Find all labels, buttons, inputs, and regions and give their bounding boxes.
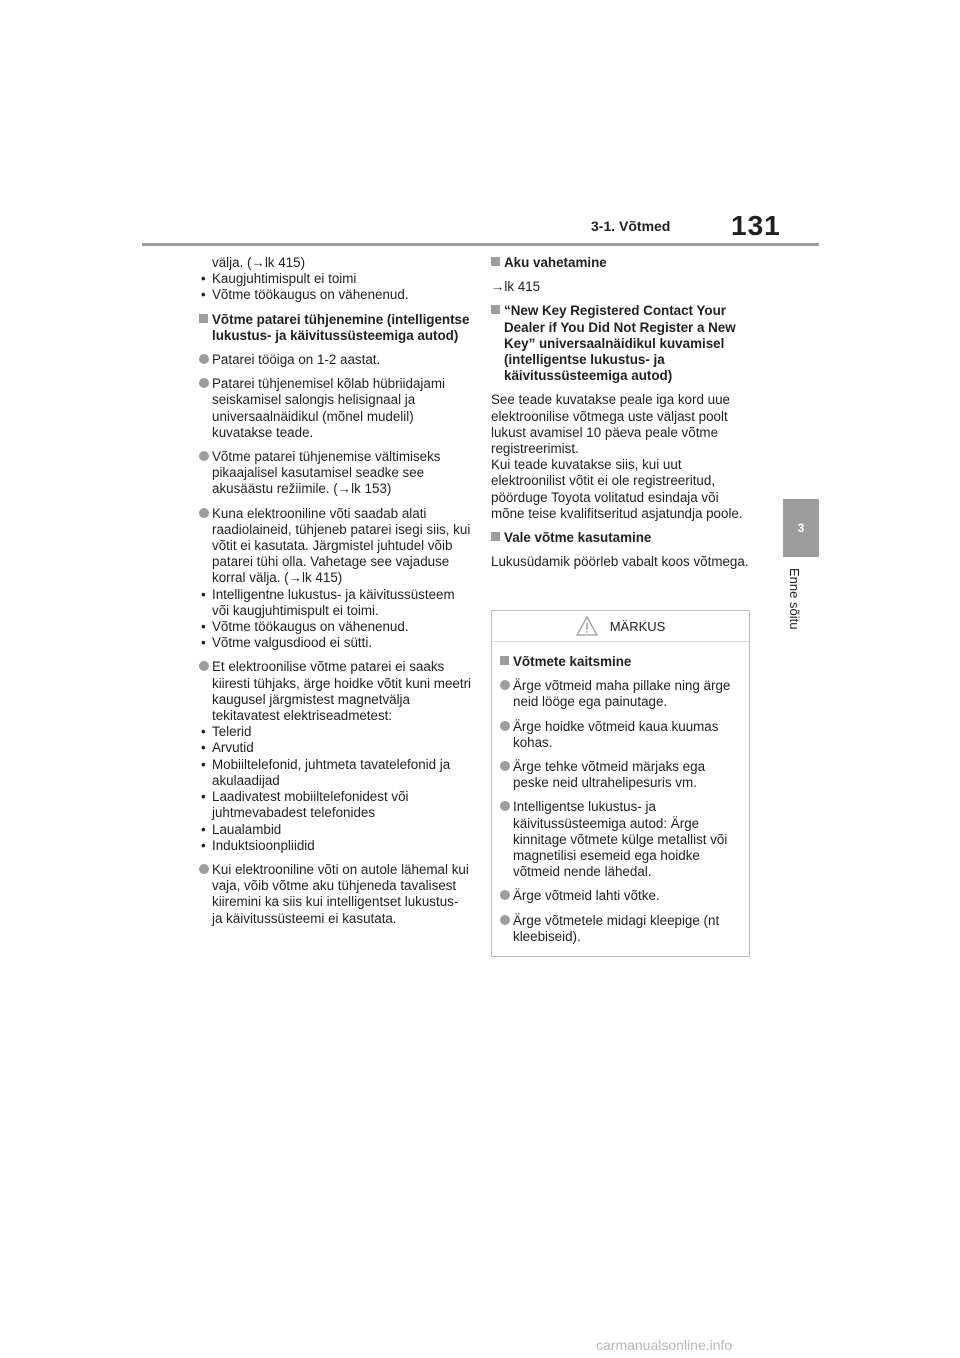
- section-heading: [491, 255, 753, 271]
- section-heading: [491, 303, 753, 384]
- intro-bullet: • Võtme töökaugus on vähenenud.: [199, 287, 471, 303]
- item-text: Et elektroonilise võtme patarei ei saaks kiiresti tühjaks, ärge hoidke võtit kuni meetri kaugusel järgmistest magnetvälja tekitavatest elektriseadmetest:: [212, 659, 471, 724]
- item-text: Patarei tööiga on 1-2 aastat.: [212, 352, 381, 368]
- section-heading: [500, 654, 741, 670]
- sub-bullet: • Telerid: [199, 724, 471, 740]
- sub-bullet: • Võtme valgusdiood ei sütti.: [199, 635, 471, 651]
- sub-bullet: • Mobiiltelefonid, juhtmeta tavatelefonid ja akulaadijad: [199, 757, 471, 789]
- item-text: Kui elektrooniline võti on autole lähemal kui vaja, võib võtme aku tühjeneda tavalisest kiiremini ka siis kui intelligentset lukustus- ja käivitussüsteemi ei kasutata.: [212, 861, 469, 926]
- list-item: [500, 678, 741, 710]
- section-heading: [199, 312, 471, 344]
- item-text: Ärge võtmetele midagi kleepige (nt kleebiseid).: [513, 912, 720, 944]
- page-reference: →lk 415: [491, 279, 541, 295]
- circle-bullet-icon: [199, 376, 209, 392]
- circle-bullet-icon: [500, 759, 510, 775]
- page-number: 131: [731, 210, 781, 241]
- sub-bullet: • Arvutid: [199, 740, 471, 756]
- list-item: [500, 888, 741, 904]
- circle-bullet-icon: [199, 506, 209, 522]
- list-item: [199, 659, 471, 724]
- header-rule: [142, 243, 819, 246]
- list-item: [199, 449, 471, 498]
- list-item: [500, 719, 741, 751]
- item-text: Kuna elektrooniline võti saadab alati raadiolaineid, tühjeneb patarei isegi siis, kui võtit ei kasutata. Järgmistel juhtudel võib patarei tühi olla. Vahetage see vajaduse korral välja. (→lk 415): [212, 505, 471, 586]
- list-item: [199, 506, 471, 587]
- square-marker-icon: [500, 654, 513, 670]
- intro-line: välja. (→lk 415): [212, 255, 306, 270]
- warning-triangle-icon: [576, 616, 598, 636]
- sub-bullet: • Intelligentne lukustus- ja käivitussüsteem või kaugjuhtimispult ei toimi.: [199, 587, 471, 619]
- sub-bullet: • Võtme töökaugus on vähenenud.: [199, 619, 471, 635]
- section-heading: [491, 530, 753, 546]
- notice-body: [492, 642, 749, 945]
- intro-bullet: • Kaugjuhtimispult ei toimi: [199, 271, 471, 287]
- heading-text: Vale võtme kasutamine: [504, 530, 652, 546]
- paragraph: Lukusüdamik pöörleb vabalt koos võtmega.: [491, 554, 749, 570]
- square-marker-icon: [491, 530, 504, 546]
- sub-bullet: • Laadivatest mobiiltelefonidest või juhtmevabadest telefonides: [199, 789, 471, 821]
- heading-text: Võtmete kaitsmine: [513, 654, 632, 669]
- list-item: [199, 376, 471, 441]
- heading-text: Aku vahetamine: [504, 255, 607, 270]
- chapter-title-vertical: [788, 568, 808, 648]
- paragraph: Kui teade kuvatakse siis, kui uut elektroonilist võtit ei ole registreeritud, pöörduge Toyota volitatud esindaja või mõne teise kvalifitseritud asjatundja poole.: [491, 457, 743, 521]
- sub-bullet: • Laualambid: [199, 822, 471, 838]
- circle-bullet-icon: [500, 719, 510, 735]
- right-column: [491, 255, 753, 570]
- chapter-tab: 3: [783, 499, 819, 557]
- list-item: [199, 862, 471, 927]
- square-marker-icon: [491, 303, 504, 319]
- item-text: Patarei tühjenemisel kõlab hübriidajami seiskamisel salongis helisignaal ja universaalnäidikul (mõnel mudelil) kuvatakse teade.: [212, 376, 445, 440]
- heading-text: “New Key Registered Contact Your Dealer if You Did Not Register a New Key” universaalnäidikul kuvamisel (intelligentse lukustus- ja käivitussüsteemiga autod): [504, 303, 736, 384]
- item-text: Ärge võtmeid lahti võtke.: [513, 888, 660, 904]
- circle-bullet-icon: [500, 913, 510, 929]
- list-item: [199, 352, 471, 368]
- circle-bullet-icon: [199, 449, 209, 465]
- circle-bullet-icon: [500, 888, 510, 904]
- circle-bullet-icon: [199, 862, 209, 878]
- list-item: [500, 799, 741, 880]
- item-text: Võtme patarei tühjenemise vältimiseks pikaajalisel kasutamisel seadke see akusäästu režiimile. (→lk 153): [212, 449, 441, 497]
- square-marker-icon: [199, 312, 212, 328]
- notice-box: [491, 610, 750, 957]
- item-text: Intelligentse lukustus- ja käivitussüsteemiga autod: Ärge kinnitage võtmete külge metallist või magnetilisi esemeid ega hoidke võtmeid nende lähedal.: [513, 799, 728, 880]
- sub-bullet: • Induktsioonpliidid: [199, 838, 471, 854]
- square-marker-icon: [491, 255, 504, 271]
- circle-bullet-icon: [199, 352, 209, 368]
- list-item: [500, 759, 741, 791]
- circle-bullet-icon: [500, 799, 510, 815]
- paragraph: See teade kuvatakse peale iga kord uue elektroonilise võtmega uste väljast poolt lukust avamisel 10 päeva peale võtme registreerimist.: [491, 392, 730, 457]
- list-item: [500, 913, 741, 945]
- circle-bullet-icon: [199, 659, 209, 675]
- item-text: Ärge tehke võtmeid märjaks ega peske neid ultrahelipesuris vm.: [513, 759, 706, 791]
- left-column: [199, 255, 471, 927]
- heading-text: Võtme patarei tühjenemine (intelligentse lukustus- ja käivitussüsteemiga autod): [212, 311, 470, 343]
- chapter-title-text: Enne sõitu: [787, 568, 802, 630]
- notice-header: [492, 611, 749, 642]
- item-text: Ärge võtmeid maha pillake ning ärge neid lööge ega painutage.: [513, 678, 731, 710]
- item-text: Ärge hoidke võtmeid kaua kuumas kohas.: [513, 718, 719, 750]
- notice-title: MÄRKUS: [609, 618, 666, 634]
- watermark-link[interactable]: carmanualsonline.info: [596, 1337, 733, 1353]
- circle-bullet-icon: [500, 678, 510, 694]
- section-title: 3-1. Võtmed: [591, 218, 671, 234]
